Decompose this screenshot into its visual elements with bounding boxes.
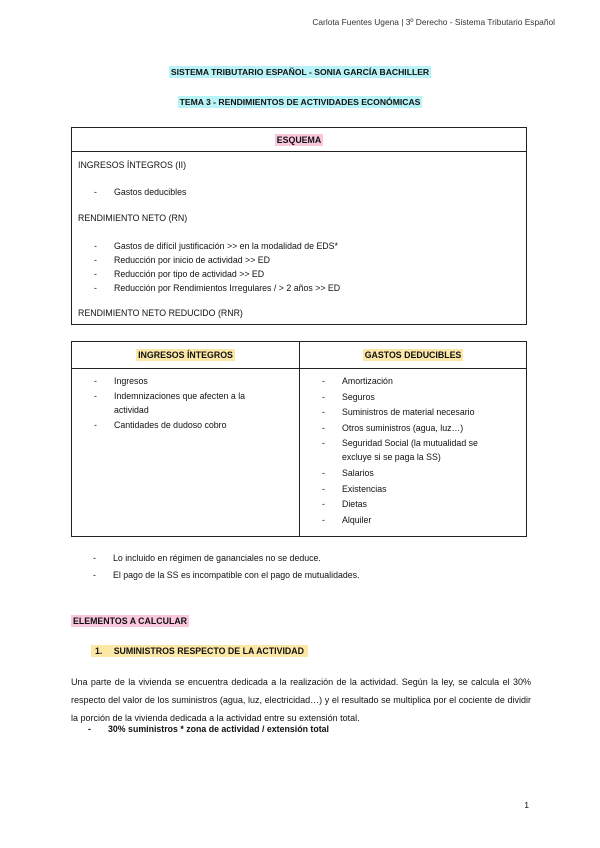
list-item: - El pago de la SS es incompatible con el pago de mutualidades. — [93, 568, 523, 582]
subsection-title: SUMINISTROS RESPECTO DE LA ACTIVIDAD — [113, 646, 304, 656]
subsection-heading — [91, 646, 308, 656]
document-title-text: SISTEMA TRIBUTARIO ESPAÑOL - SONIA GARCÍA BACHILLER — [170, 67, 430, 77]
list-item: - Ingresos — [94, 374, 270, 388]
notes-list — [93, 551, 523, 582]
list-item: - Salarios — [322, 466, 508, 480]
table-header-gastos-text: GASTOS DEDUCIBLES — [364, 350, 462, 360]
table-header-ingresos-text: INGRESOS ÍNTEGROS — [138, 350, 233, 360]
section-heading-text: ELEMENTOS A CALCULAR — [73, 616, 188, 626]
list-item: - Existencias — [322, 482, 508, 496]
ingresos-gastos-table — [71, 341, 527, 537]
topic-title — [0, 97, 600, 107]
list-item: - Seguridad Social (la mutualidad se excluye si se paga la SS) — [322, 436, 508, 464]
schema-neto-list — [94, 239, 340, 295]
list-item: - Gastos de difícil justificación >> en la modalidad de EDS* — [94, 239, 340, 253]
schema-reducido: RENDIMIENTO NETO REDUCIDO (RNR) — [78, 308, 243, 318]
gastos-list — [322, 374, 508, 527]
table-header-gastos — [300, 342, 526, 369]
subsection-number: 1. — [95, 646, 103, 656]
list-item: - Otros suministros (agua, luz…) — [322, 421, 508, 435]
schema-ingresos-list — [94, 185, 186, 199]
list-item: - Reducción por Rendimientos Irregulares / > 2 años >> ED — [94, 281, 340, 295]
list-item: - Amortización — [322, 374, 508, 388]
list-item: - Reducción por inicio de actividad >> ED — [94, 253, 340, 267]
list-item: - Reducción por tipo de actividad >> ED — [94, 267, 340, 281]
formula-list — [88, 722, 508, 736]
table-header-ingresos — [72, 342, 299, 369]
schema-box — [71, 127, 527, 325]
subsection-heading-text — [91, 645, 308, 657]
list-item: - Lo incluido en régimen de gananciales no se deduce. — [93, 551, 523, 565]
section-heading — [71, 616, 189, 626]
running-header: Carlota Fuentes Ugena | 3º Derecho - Sistema Tributario Español — [312, 17, 555, 27]
list-item: - Alquiler — [322, 513, 508, 527]
schema-neto: RENDIMIENTO NETO (RN) — [78, 213, 188, 223]
body-paragraph: Una parte de la vivienda se encuentra dedicada a la realización de la actividad. Según la ley, se calcula el 30% respecto del valor de los suministros (agua, luz, electricidad…) y el resultado se multiplica por el cociente de dividir la porción de la vivienda dedicada a la actividad entre su extensión total. — [71, 677, 531, 723]
formula-item: - 30% suministros * zona de actividad / extensión total — [88, 722, 508, 736]
topic-title-text: TEMA 3 - RENDIMIENTOS DE ACTIVIDADES ECONÓMICAS — [179, 97, 421, 107]
list-item: - Indemnizaciones que afecten a la actividad — [94, 389, 270, 417]
document-title — [0, 67, 600, 77]
list-item: - Dietas — [322, 497, 508, 511]
list-item: - Gastos deducibles — [94, 185, 186, 199]
schema-heading — [72, 128, 526, 152]
list-item: - Seguros — [322, 390, 508, 404]
list-item: - Cantidades de dudoso cobro — [94, 418, 270, 432]
list-item: - Suministros de material necesario — [322, 405, 508, 419]
schema-heading-text: ESQUEMA — [276, 135, 322, 145]
ingresos-list — [94, 374, 270, 432]
page-number: 1 — [524, 800, 529, 810]
table-divider — [299, 342, 300, 536]
schema-ingresos: INGRESOS ÍNTEGROS (II) — [78, 160, 187, 170]
